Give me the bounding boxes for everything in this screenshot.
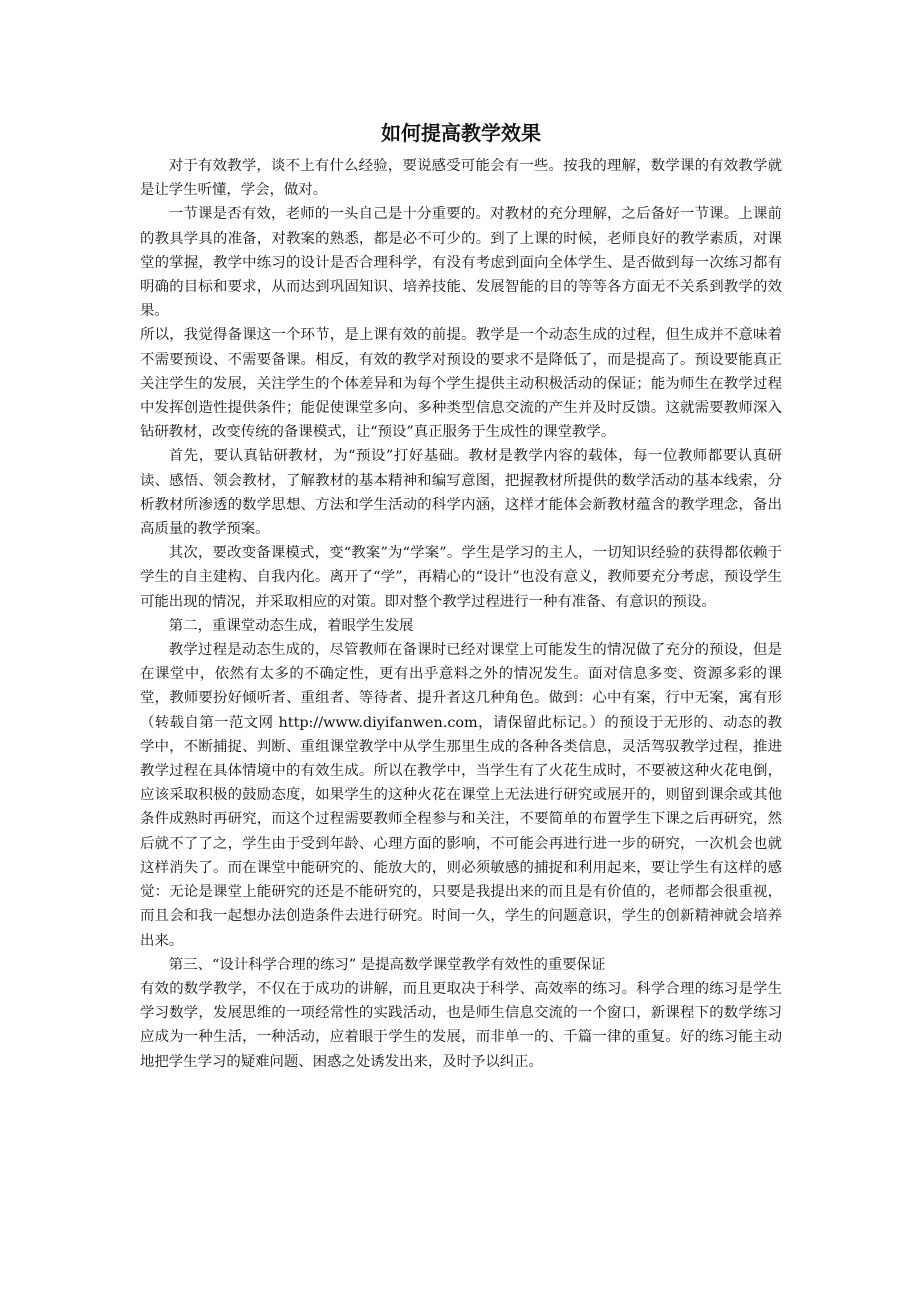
paragraph-intro: 对于有效教学，谈不上有什么经验，要说感受可能会有一些。按我的理解，数学课的有效教学就是让学生听懂，学会，做对。 xyxy=(140,158,782,199)
section-heading-second: 第二，重课堂动态生成，着眼学生发展 xyxy=(168,617,414,634)
paragraph-effective-practice: 有效的数学教学，不仅在于成功的讲解，而且更取决于科学、高效率的练习。科学合理的练习是学生学习数学，发展思维的一项经常性的实践活动，也是师生信息交流的一个窗口，新课程下的数学练习应成为一种生活，一种活动，应着眼于学生的发展，而非单一的、千篇一律的重复。好的练习能主动地把学生学习的疑难问题、困惑之处诱发出来，及时予以纠正。 xyxy=(140,980,782,1070)
paragraph-study-textbook: 首先，要认真钻研教材，为“预设”打好基础。教材是教学内容的载体，每一位教师都要认真研读、感悟、领会教材，了解教材的基本精神和编写意图，把握教材所提供的数学活动的基本线索，分析教材所渗透的数学思想、方法和学生活动的科学内涵，这样才能体会新教材蕴含的教学理念，备出高质量的教学预案。 xyxy=(140,448,782,538)
paragraph-lesson-preparation: 所以，我觉得备课这一个环节，是上课有效的前提。教学是一个动态生成的过程，但生成并不意味着不需要预设、不需要备课。相反，有效的教学对预设的要求不是降低了，而是提高了。预设要能真正关注学生的发展，关注学生的个体差异和为每个学生提供主动积极活动的保证；能为师生在教学过程中发挥创造性提供条件；能促使课堂多向、多种类型信息交流的产生并及时反馈。这就需要教师深入钻研教材，改变传统的备课模式，让“预设”真正服务于生成性的课堂教学。 xyxy=(140,327,782,441)
paragraph-dynamic-generation: 教学过程是动态生成的，尽管教师在备课时已经对课堂上可能发生的情况做了充分的预设，但是在课堂中，依然有太多的不确定性，更有出乎意料之外的情况发生。面对信息多变、资源多彩的课堂，教师要扮好倾听者、重组者、等待者、提升者这几种角色。做到：心中有案，行中无案，寓有形（转载自第一范文网 http://www.diyifanwen.com，请保留此标记。）的预设于无形的、动态的教学中，不断捕捉、判断、重组课堂教学中从学生那里生成的各种各类信息，灵活驾驭教学过程，推进教学过程在具体情境中的有效生成。所以在教学中，当学生有了火花生成时，不要被这种火花电倒，应该采取积极的鼓励态度，如果学生的这种火花在课堂上无法进行研究或展开的，则留到课余或其他条件成熟时再研究，而这个过程需要教师全程参与和关注，不要简单的布置学生下课之后再研究，然后就不了了之，学生由于受到年龄、心理方面的影响，不可能会再进行进一步的研究，一次机会也就这样消失了。而在课堂中能研究的、能放大的，则必须敏感的捕捉和利用起来，要让学生有这样的感觉：无论是课堂上能研究的还是不能研究的，只要是我提出来的而且是有价值的，老师都会很重视，而且会和我一起想办法创造条件去进行研究。时间一久，学生的问题意识，学生的创新精神就会培养出来。 xyxy=(140,642,782,949)
paragraph-change-preparation-mode: 其次，要改变备课模式，变“教案”为“学案”。学生是学习的主人，一切知识经验的获得都依赖于学生的自主建构、自我内化。离开了“学”，再精心的“设计”也没有意义，教师要充分考虑，预设学生可能出现的情况，并采取相应的对策。即对整个教学过程进行一种有准备、有意识的预设。 xyxy=(140,545,782,610)
paragraph-lesson-effectiveness: 一节课是否有效，老师的一头自己是十分重要的。对教材的充分理解，之后备好一节课。上课前的教具学具的准备，对教案的熟悉，都是必不可少的。到了上课的时候，老师良好的教学素质，对课堂的掌握，教学中练习的设计是否合理科学，有没有考虑到面向全体学生、是否做到每一次练习都有明确的目标和要求，从而达到巩固知识、培养技能、发展智能的目的等等各方面无不关系到教学的效果。 xyxy=(140,206,782,320)
document-title: 如何提高教学效果 xyxy=(381,121,541,145)
document-page xyxy=(140,118,782,1074)
section-heading-third: 第三、“设计科学合理的练习” 是提高数学课堂教学有效性的重要保证 xyxy=(168,956,606,973)
